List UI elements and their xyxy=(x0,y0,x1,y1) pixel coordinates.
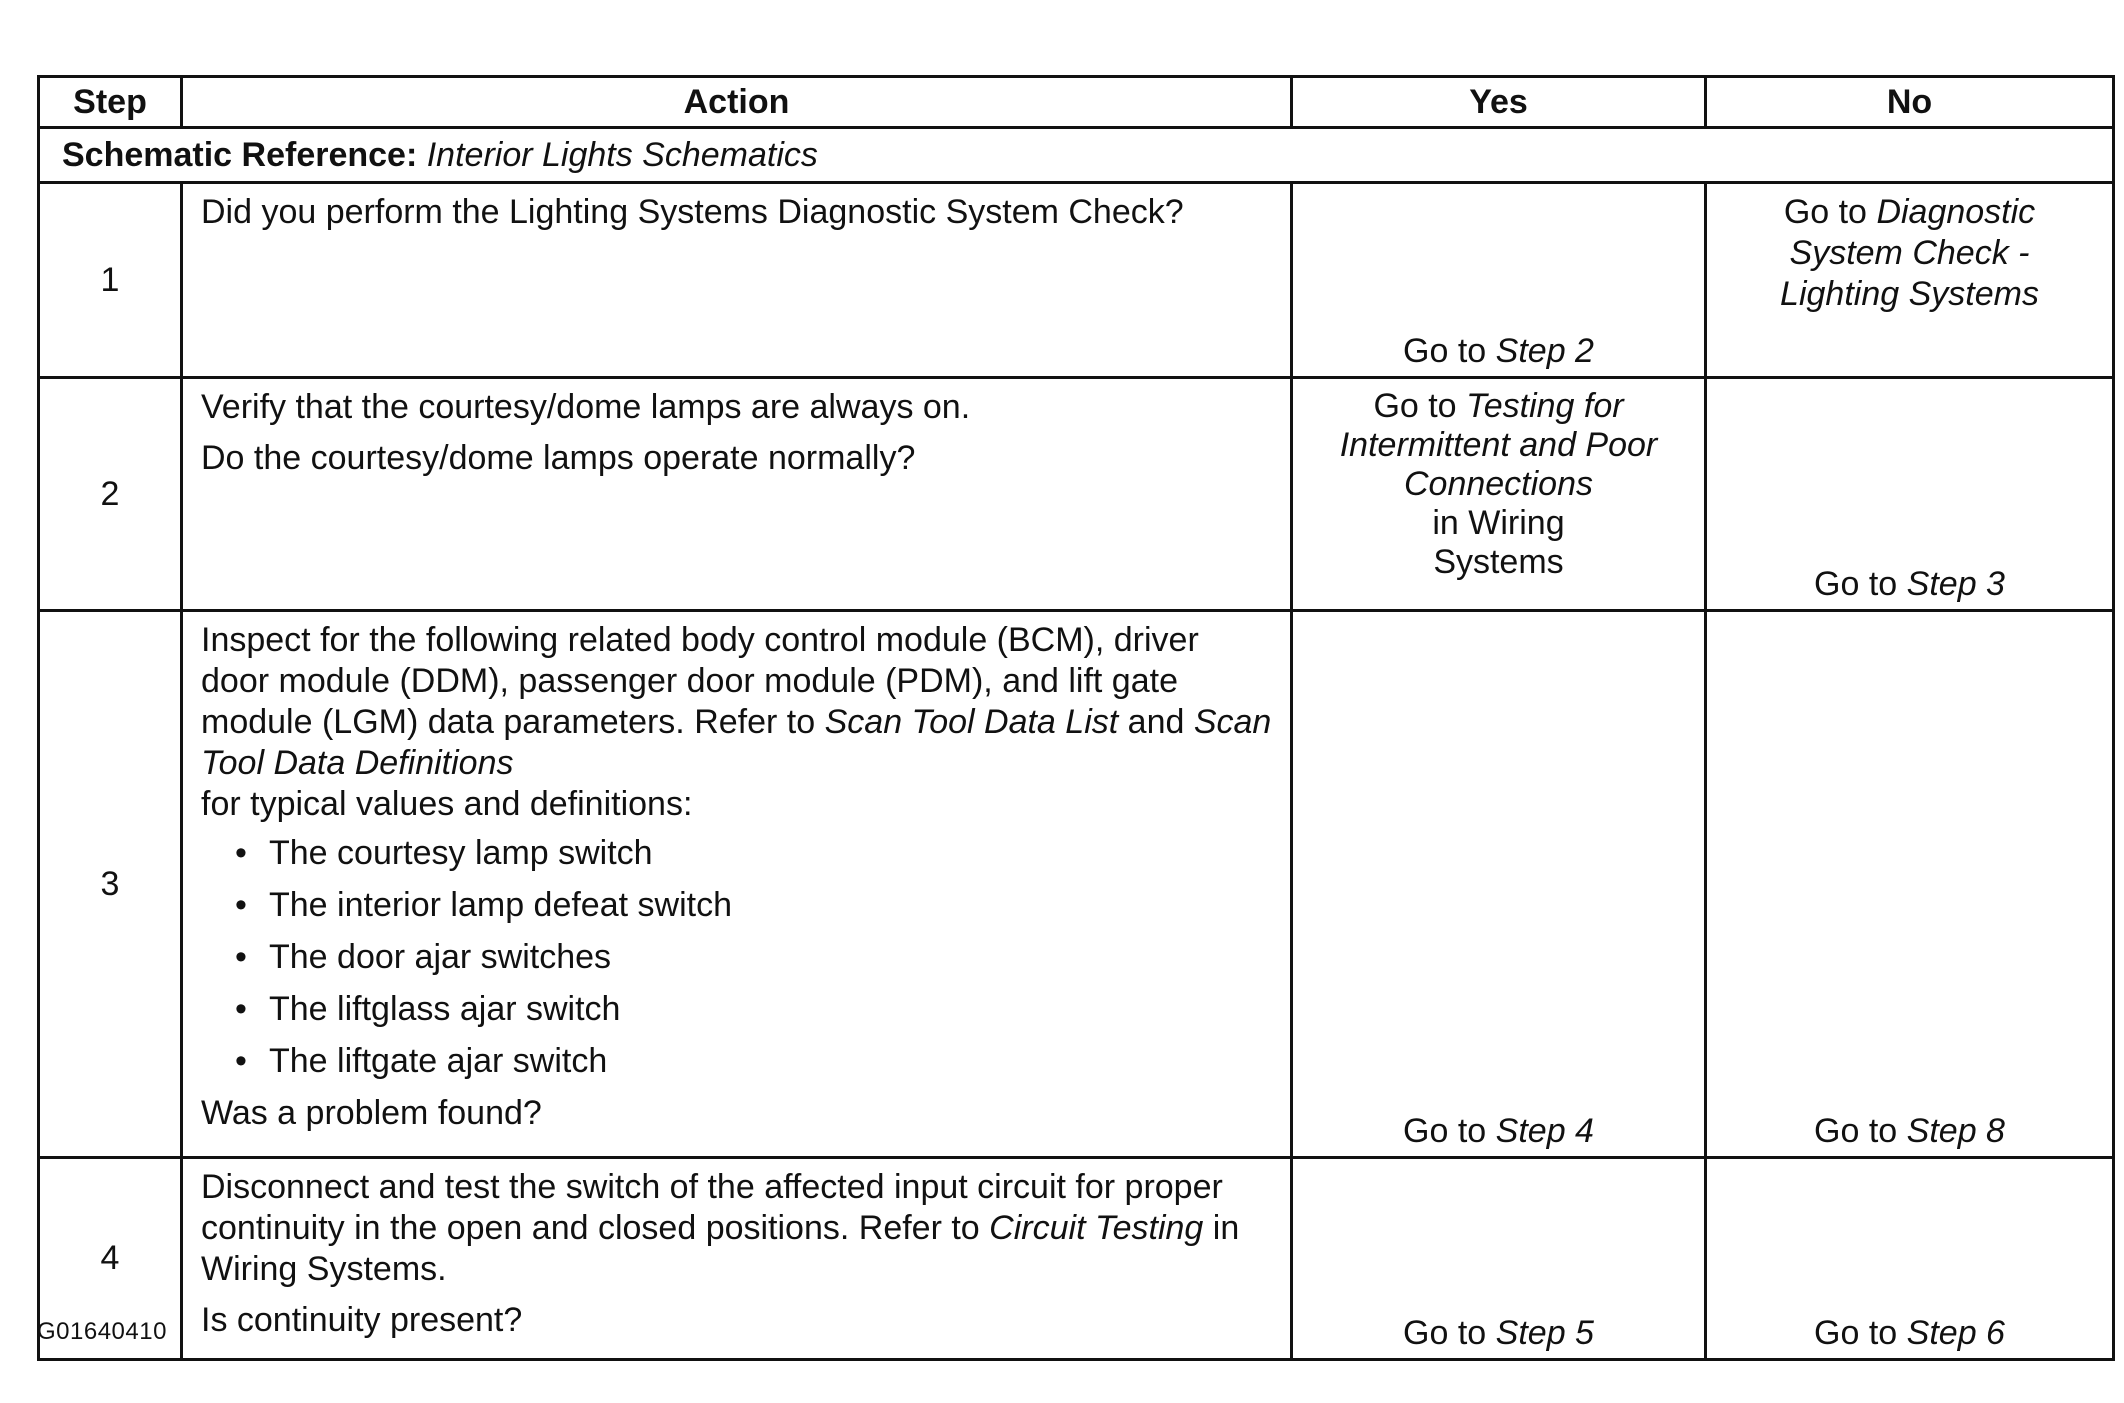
action-and: and xyxy=(1127,703,1185,741)
no-prefix: Go to xyxy=(1814,565,1898,603)
circuit-testing-ref: Circuit Testing xyxy=(989,1209,1204,1247)
list-item: • The interior lamp defeat switch xyxy=(269,885,1276,926)
figure-code: G01640410 xyxy=(37,1318,167,1345)
yes-cell xyxy=(1292,378,1706,611)
yes-prefix: Go to xyxy=(1403,1112,1487,1150)
action-text: Did you perform the Lighting Systems Diagnostic System Check? xyxy=(201,193,1184,231)
action-cell xyxy=(182,611,1292,1158)
table-row xyxy=(39,611,2114,1158)
yes-suffix: in Wiring Systems xyxy=(1432,504,1565,581)
action-question: Was a problem found? xyxy=(201,1094,542,1132)
header-row xyxy=(39,77,2114,128)
table-row xyxy=(39,183,2114,378)
action-intro: Disconnect and test the switch of the affected input circuit for proper continuity in the open and closed positions. Refer to xyxy=(201,1168,1223,1247)
action-question: Is continuity present? xyxy=(201,1301,523,1339)
header-step: Step xyxy=(39,77,182,128)
no-ref: Step 8 xyxy=(1906,1112,2005,1150)
action-question: Do the courtesy/dome lamps operate normally? xyxy=(201,439,916,477)
scan-tool-data-list-ref: Scan Tool Data List xyxy=(824,703,1119,741)
action-text: Verify that the courtesy/dome lamps are always on. xyxy=(201,388,971,426)
step-number: 2 xyxy=(39,378,182,611)
no-cell xyxy=(1706,611,2114,1158)
step-number: 1 xyxy=(39,183,182,378)
no-ref: Step 6 xyxy=(1906,1314,2005,1352)
yes-prefix: Go to xyxy=(1373,387,1457,425)
scan-tool-data-definitions-ref: Scan Tool Data Definitions xyxy=(201,703,1272,782)
yes-ref: Step 5 xyxy=(1495,1314,1594,1352)
header-no: No xyxy=(1706,77,2114,128)
step-number: 4 xyxy=(39,1158,182,1360)
list-item: • The courtesy lamp switch xyxy=(269,833,1276,874)
list-item: • The liftglass ajar switch xyxy=(269,989,1276,1030)
action-intro: Inspect for the following related body control module (BCM), driver door module (DDM), passenger door module (PDM), and lift gate module (LGM) data parameters. Refer to xyxy=(201,621,1199,741)
list-item: • The liftgate ajar switch xyxy=(269,1041,1276,1082)
action-after: for typical values and definitions: xyxy=(201,785,693,823)
action-after: in Wiring Systems. xyxy=(201,1209,1240,1288)
action-text xyxy=(201,620,1276,784)
no-ref: Diagnostic System Check - Lighting Systems xyxy=(1780,193,2039,313)
no-cell xyxy=(1706,183,2114,378)
yes-prefix: Go to xyxy=(1403,1314,1487,1352)
action-cell xyxy=(182,378,1292,611)
schematic-reference xyxy=(39,128,2114,183)
diagnostic-table xyxy=(37,75,2115,1361)
no-prefix: Go to xyxy=(1814,1314,1898,1352)
yes-prefix: Go to xyxy=(1403,332,1487,370)
parameter-list xyxy=(201,833,1276,1082)
no-prefix: Go to xyxy=(1814,1112,1898,1150)
action-cell xyxy=(182,1158,1292,1360)
schematic-label: Schematic Reference: xyxy=(62,135,418,174)
header-action: Action xyxy=(182,77,1292,128)
schematic-reference-row xyxy=(39,128,2114,183)
yes-ref: Step 4 xyxy=(1495,1112,1594,1150)
yes-cell xyxy=(1292,1158,1706,1360)
header-yes: Yes xyxy=(1292,77,1706,128)
table-row xyxy=(39,378,2114,611)
no-ref: Step 3 xyxy=(1906,565,2005,603)
action-cell xyxy=(182,183,1292,378)
yes-ref: Testing for Intermittent and Poor Connections xyxy=(1339,387,1658,503)
yes-ref: Step 2 xyxy=(1495,332,1594,370)
no-prefix: Go to xyxy=(1783,193,1867,231)
action-text xyxy=(201,1167,1276,1290)
schematic-link: Interior Lights Schematics xyxy=(426,135,818,174)
table-row xyxy=(39,1158,2114,1360)
list-item: • The door ajar switches xyxy=(269,937,1276,978)
yes-cell xyxy=(1292,611,1706,1158)
step-number: 3 xyxy=(39,611,182,1158)
no-cell xyxy=(1706,378,2114,611)
no-cell xyxy=(1706,1158,2114,1360)
yes-cell xyxy=(1292,183,1706,378)
